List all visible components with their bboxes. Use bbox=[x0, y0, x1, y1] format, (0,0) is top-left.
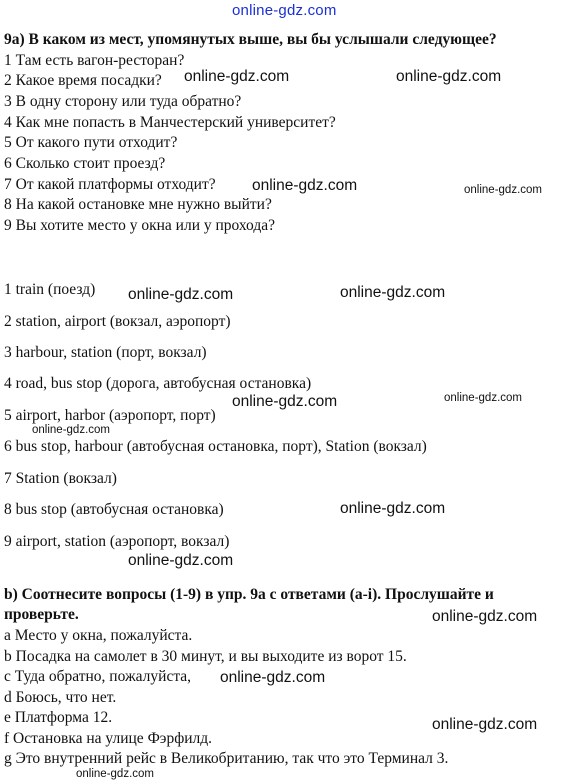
match-item: f Остановка на улице Фэрфилд. bbox=[4, 730, 213, 747]
watermark: online-gdz.com bbox=[396, 68, 502, 85]
question-item: 6 Сколько стоит проезд? bbox=[4, 155, 166, 172]
watermark: online-gdz.com bbox=[464, 184, 542, 196]
answer-item: 5 airport, harbor (аэропорт, порт) bbox=[4, 407, 216, 424]
question-item: 8 На какой остановке мне нужно выйти? bbox=[4, 196, 272, 213]
header-watermark: online-gdz.com bbox=[232, 2, 337, 19]
watermark: online-gdz.com bbox=[32, 424, 110, 436]
watermark: online-gdz.com bbox=[220, 669, 326, 686]
answer-item: 7 Station (вокзал) bbox=[4, 470, 117, 487]
match-item: a Место у окна, пожалуйста. bbox=[4, 627, 193, 644]
section-a-title: 9а) В каком из мест, упомянутых выше, вы бы услышали следующее? bbox=[4, 31, 497, 48]
answer-item: 8 bus stop (автобусная остановка) bbox=[4, 501, 224, 518]
answer-item: 6 bus stop, harbour (автобусная остановка, порт), Station (вокзал) bbox=[4, 438, 427, 455]
match-item: b Посадка на самолет в 30 минут, и вы выходите из ворот 15. bbox=[4, 648, 407, 665]
watermark: online-gdz.com bbox=[432, 716, 538, 733]
watermark: online-gdz.com bbox=[340, 500, 446, 517]
watermark: online-gdz.com bbox=[432, 608, 538, 625]
answer-item: 3 harbour, station (порт, вокзал) bbox=[4, 344, 207, 361]
answer-item: 1 train (поезд) bbox=[4, 281, 96, 298]
match-item: c Туда обратно, пожалуйста, bbox=[4, 668, 192, 685]
question-item: 7 От какой платформы отходит? bbox=[4, 176, 216, 193]
question-item: 2 Какое время посадки? bbox=[4, 72, 162, 89]
section-b-title: b) Соотнесите вопросы (1-9) в упр. 9а с ответами (a-i). Прослушайте и bbox=[4, 586, 494, 603]
question-item: 4 Как мне попасть в Манчестерский университет? bbox=[4, 114, 336, 131]
question-item: 9 Вы хотите место у окна или у прохода? bbox=[4, 217, 276, 234]
watermark: online-gdz.com bbox=[128, 552, 234, 569]
watermark: online-gdz.com bbox=[252, 177, 358, 194]
watermark: online-gdz.com bbox=[128, 286, 234, 303]
section-b-title-cont: проверьте. bbox=[4, 606, 79, 623]
question-item: 3 В одну сторону или туда обратно? bbox=[4, 93, 242, 110]
question-item: 5 От какого пути отходит? bbox=[4, 134, 178, 151]
answer-item: 2 station, airport (вокзал, аэропорт) bbox=[4, 313, 231, 330]
watermark: online-gdz.com bbox=[76, 768, 154, 780]
answer-item: 4 road, bus stop (дорога, автобусная остановка) bbox=[4, 375, 312, 392]
question-item: 1 Там есть вагон-ресторан? bbox=[4, 52, 185, 69]
match-item: d Боюсь, что нет. bbox=[4, 689, 117, 706]
watermark: online-gdz.com bbox=[444, 392, 522, 404]
match-item: g Это внутренний рейс в Великобританию, так что это Терминал 3. bbox=[4, 750, 449, 767]
watermark: online-gdz.com bbox=[340, 284, 446, 301]
answer-item: 9 airport, station (аэропорт, вокзал) bbox=[4, 533, 230, 550]
watermark: online-gdz.com bbox=[184, 68, 290, 85]
match-item: e Платформа 12. bbox=[4, 709, 113, 726]
watermark: online-gdz.com bbox=[232, 393, 338, 410]
